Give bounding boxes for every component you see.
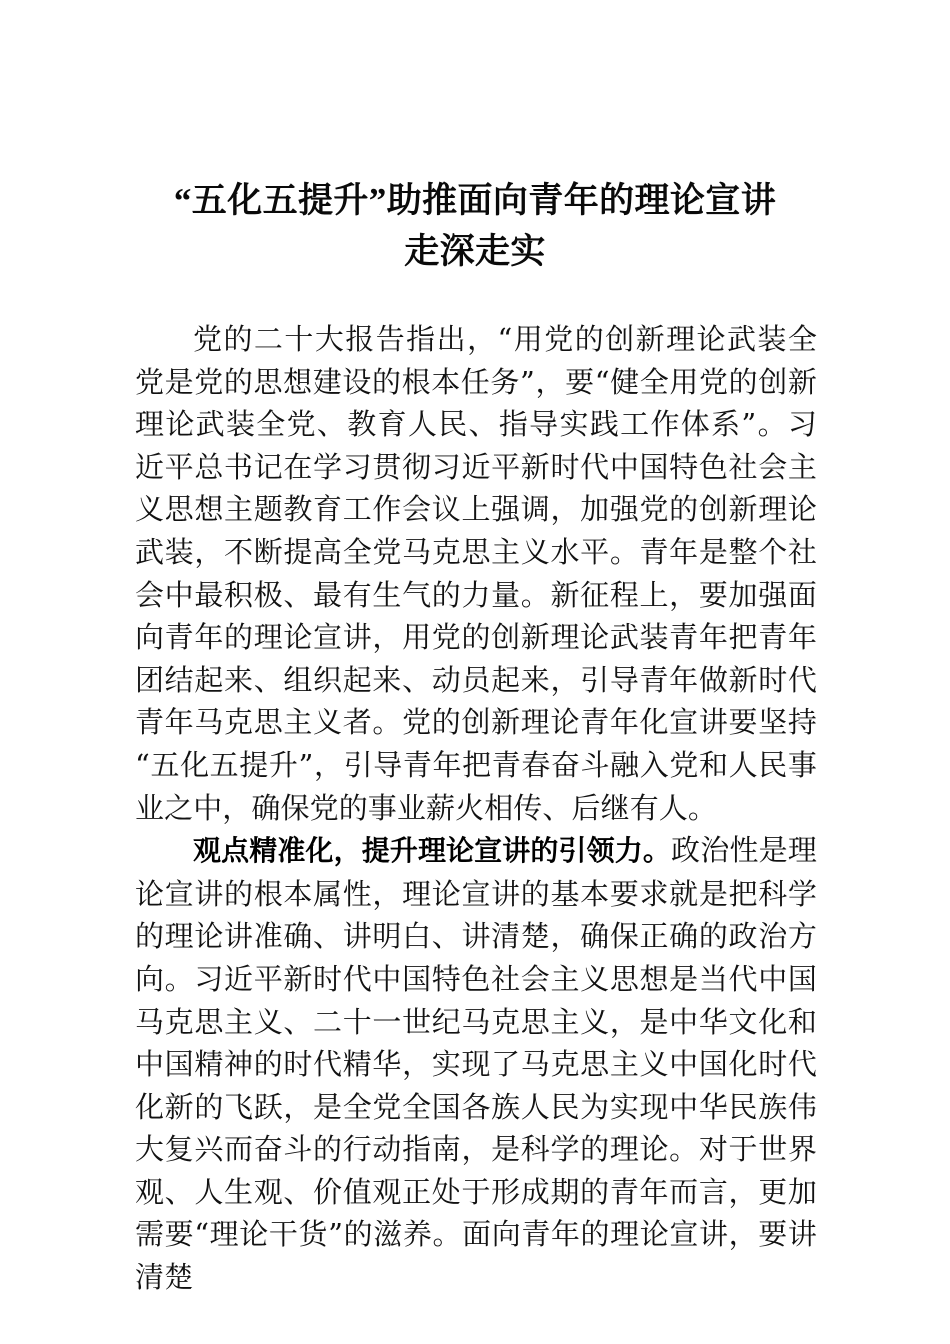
paragraph-intro <box>135 318 817 829</box>
document-body <box>135 318 817 1299</box>
page-title-line-1: “五化五提升”助推面向青年的理论宣讲 <box>173 181 777 221</box>
paragraph-section-1 <box>135 829 817 1299</box>
page-title <box>135 175 815 277</box>
section-heading-inline: 观点精准化，提升理论宣讲的引领力。 <box>193 834 672 868</box>
paragraph-intro-text: 党的二十大报告指出，“用党的创新理论武装全党是党的思想建设的根本任务”，要“健全用党的创新理论武装全党、教育人民、指导实践工作体系”。习近平总书记在学习贯彻习近平新时代中国特色社会主义思想主题教育工作会议上强调，加强党的创新理论武装，不断提高全党马克思主义水平。青年是整个社会中最积极、最有生气的力量。新征程上，要加强面向青年的理论宣讲，用党的创新理论武装青年把青年团结起来、组织起来、动员起来，引导青年做新时代青年马克思主义者。党的创新理论青年化宣讲要坚持“五化五提升”，引导青年把青春奋斗融入党和人民事业之中，确保党的事业薪火相传、后继有人。 <box>135 322 817 825</box>
paragraph-section-1-text: 政治性是理论宣讲的根本属性，理论宣讲的基本要求就是把科学的理论讲准确、讲明白、讲清楚，确保正确的政治方向。习近平新时代中国特色社会主义思想是当代中国马克思主义、二十一世纪马克思主义，是中华文化和中国精神的时代精华，实现了马克思主义中国化时代化新的飞跃，是全党全国各族人民为实现中华民族伟大复兴而奋斗的行动指南，是科学的理论。对于世界观、人生观、价值观正处于形成期的青年而言，更加需要“理论干货”的滋养。面向青年的理论宣讲，要讲清楚 <box>135 833 817 1295</box>
page-title-line-2: 走深走实 <box>404 232 546 272</box>
